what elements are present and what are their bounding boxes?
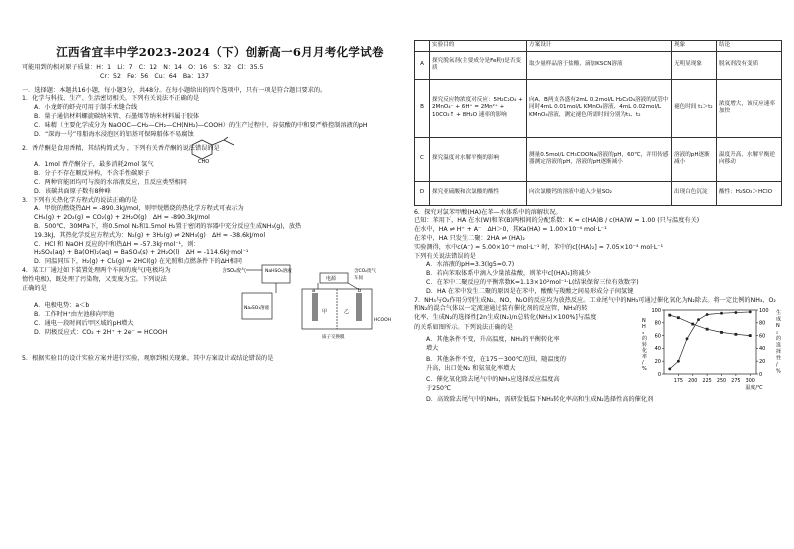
series-point	[749, 311, 752, 314]
row-plan: 测量0.5mol/L CH₃COONa溶液的pH，60℃，并用传感器测定溶液的pH，溶液的pH逐渐减小	[527, 137, 672, 181]
table-header-row	[415, 41, 782, 52]
q3-option-b-eq: 19.3kJ，其热化学反应方程式为：N₂(g) + 3H₂(g) ⇌ 2NH₃(g) ΔH = -38.6kJ/mol	[34, 231, 266, 239]
y-left-tick-label: 20	[654, 359, 661, 366]
series-point	[668, 368, 671, 371]
q6-stem: 6．探究对氯苯甲酸(HA)在苯—水体系中的溶解状况。	[414, 208, 562, 216]
row-plan: 向次氯酸钙的溶液中通入少量SO₂	[527, 181, 672, 205]
series-point	[686, 338, 689, 341]
q3-option-a: A．甲烷的燃烧热ΔH = -890.3kJ/mol，则甲烷燃烧的热化学方程式可表示为	[34, 205, 244, 213]
q1-option-b: B．量子通信材料螺旋碳纳米管、石墨烯等纳米材料属于胶体	[34, 112, 200, 120]
experiment-table	[414, 40, 782, 206]
x-tick-label: 200	[688, 379, 698, 385]
left-column	[22, 40, 402, 364]
q4-option-c: C．通电一段时间后甲区域的pH增大	[34, 319, 134, 327]
series-line	[670, 312, 751, 369]
q7-stem: 7．NH₃与O₂作用分别生成N₂、NO、N₂O的反应均为放热反应。工业尾气中的NH₃可通过催化氧化为N₂除去。将一定比例的NH₃、O₂和N₂的混合气体以一定流速通过装有催化剂的反应管，NH₃的转	[414, 296, 776, 313]
workshop-label: 车间	[354, 275, 363, 281]
atomic-masses-line2: Cr：52 Fe：56 Cu：64 Ba：137	[100, 72, 209, 80]
q1-option-a: A．小龙虾的虾壳可用于制手术缝合线	[34, 104, 138, 112]
row-phenomenon: 溶液的pH逐渐减小	[672, 137, 717, 181]
series-point	[734, 333, 737, 336]
y-left-tick-label: 0	[657, 371, 661, 378]
q3-option-c-eq: H₂SO₄(aq) + Ba(OH)₂(aq) = BaSO₄(s) + 2H₂O(l) ΔH = -114.6kJ·mol⁻¹	[34, 249, 249, 257]
q7-option-c-cont: 于250℃	[426, 385, 451, 393]
y-right-tick-label: 0	[759, 371, 763, 378]
table-header-conclusion: 结论	[717, 41, 782, 52]
row-conclusion: 温度升高，水解平衡逆向移动	[717, 137, 782, 181]
q7-line-1: 化率、生成N₂的选择性[2n生成(N₂)/n总转化(NH₃)×100%]与温度	[414, 314, 597, 322]
row-phenomenon: 出现白色沉淀	[672, 181, 717, 205]
y-right-tick-label: 100	[759, 307, 769, 314]
series-point	[677, 360, 680, 363]
q4-block	[22, 267, 402, 355]
q6-line-3: 在苯中，HA 只发生二聚：2HA ⇌ (HA)₂	[414, 234, 525, 242]
exam-title: 江西省宜丰中学2023-2024（下）创新高一6月月考化学试卷	[56, 45, 384, 59]
electrode-a-label: a	[312, 287, 316, 294]
q2-option-d: D．该碳共面原子数有8种峰	[34, 187, 111, 195]
atomic-masses-line1: 可能用到的相对原子质量：H：1 Li：7 C：12 N：14 O：16 S：32 Cl：35.5	[22, 64, 264, 71]
q6-option-a: A．水溶液的pH=3.3(lg5=0.7)	[426, 261, 515, 269]
y-right-tick-label: 60	[759, 333, 766, 340]
series-point	[720, 312, 723, 315]
na2so3-label: Na₂SO₃溶液	[244, 305, 270, 311]
x-tick-label: 250	[716, 379, 727, 385]
q6-line-5: 下列有关说法错误的是	[414, 252, 476, 260]
y-left-axis-label: N H ₃ 的转化率/ %	[642, 318, 648, 373]
q7-option-a-cont: 增大	[426, 345, 439, 353]
electrode-b-label: b	[358, 287, 362, 294]
series-point	[749, 334, 752, 337]
q2-stem-row	[22, 139, 402, 164]
series-point	[706, 313, 709, 316]
series-point	[734, 311, 737, 314]
row-goal: 探究反应物浓度对反应：5H₂C₂O₄ + 2MnO₄⁻ + 6H⁺ = 2Mn²⁺ + 10CO₂↑ + 8H₂O 速率的影响	[430, 79, 527, 137]
row-label: C	[415, 137, 430, 181]
x-axis-label: 温度/℃	[745, 385, 763, 392]
row-plan: 向A、B两支各盛有2mL 0.2mol/L H₂C₂O₄溶液的试管中同时4mL 0.01mol/L KMnO₄溶液、4mL 0.02mol/L KMnO₄溶液，测定褪色所需时间分别为t₁、t₂	[527, 79, 672, 137]
row-conclusion: 浓度增大，该反应速率加快	[717, 79, 782, 137]
q5-stem: 5．根据实验目的设计实验方案并进行实验，观察到相关现象。其中方案设计或结论错误的是	[22, 354, 274, 362]
co2-gas-label: 含CO₂废气	[354, 268, 376, 274]
q7-option-c: C．催化氧化除去尾气中的NH₃应选择反应温度高	[426, 376, 560, 384]
table-row	[415, 79, 782, 137]
q4-stem: 4．某工厂通过如下装置处理两个车间的废气(电极均为惰性电极)，既处理了污染物，又变废为宝。下列说法正确的是	[22, 266, 171, 292]
chart-frame	[664, 310, 756, 374]
electrode-b	[356, 293, 362, 321]
q4-option-a: A．电极电势：a＜b	[34, 301, 90, 309]
y-left-tick-label: 60	[654, 333, 661, 340]
series-point	[697, 318, 700, 321]
q2-option-a: A．1mol 香芹酮分子，最多消耗2mol 氢气	[34, 161, 154, 169]
x-tick-label: 300	[745, 379, 755, 385]
q3-option-d: D．同温同压下，H₂(g) + Cl₂(g) = 2HCl(g) 在光照和点燃条件下的ΔH相同	[34, 258, 242, 266]
proton-membrane-label: 质子交换膜	[322, 334, 345, 340]
hcooh-label: HCOOH	[374, 317, 391, 323]
q1-option-c: C．味精（主要化学成分为 NaOOC—CH₂—CH₂—CH(NH₂)—COOH）的生产过程中，谷氨酸的中和要严格控制溶液的pH	[34, 121, 368, 129]
q7-option-d: D．高效除去尾气中的NH₃，需研发低温下NH₃转化率高和生成N₂选择性高的催化剂	[426, 396, 654, 404]
power-source-label: 电源	[326, 275, 337, 282]
row-goal: 探究亚硫酸和次氯酸的酸性	[430, 181, 527, 205]
row-conclusion: 酸性：H₂SO₃＞HClO	[717, 181, 782, 205]
row-goal: 探究温度对水解平衡的影响	[430, 137, 527, 181]
nahso3-label: NaHSO₃溶液	[265, 268, 292, 274]
x-tick-label: 275	[731, 379, 741, 385]
table-header-label	[415, 41, 430, 52]
table-header-goal: 实验目的	[430, 41, 527, 52]
q7-line-2: 的关系如图所示。下列说法正确的是	[414, 324, 513, 332]
table-header-plan: 方案设计	[527, 41, 672, 52]
y-right-tick-label: 40	[759, 346, 766, 353]
so2-gas-label: 含SO₂废气	[222, 267, 247, 274]
series-point	[720, 331, 723, 334]
row-goal: 探究脱氧剂(主要成分是Fe粉)是否变质	[430, 51, 527, 79]
zone-yi-label: 乙	[344, 308, 350, 315]
row-label: B	[415, 79, 430, 137]
electrolysis-apparatus-diagram	[222, 263, 402, 343]
row-phenomenon: 无明显现象	[672, 51, 717, 79]
q7-option-a: A．其他条件不变，升高温度，NH₃的平衡转化率	[426, 336, 560, 344]
q3-stem: 3．下列有关热化学方程式的说法正确的是	[22, 196, 138, 204]
section1-header: 一．选择题：本题共16小题，每小题3分，共48分。在每小题给出的四个选项中，只有一项是符合题目要求的。	[22, 86, 327, 94]
carvone-cho-label: CHO	[198, 159, 210, 164]
table-row	[415, 51, 782, 79]
q6-option-c: C．在苯中二聚反应的平衡常数K=1.13×10²mol⁻¹·L(结果保留三位有效数字)	[426, 278, 639, 286]
q7-block	[414, 307, 782, 432]
series-point	[668, 314, 671, 317]
q6-line-2: 在水中，HA ⇌ H⁺ + A⁻ ΔH＞0，其Ka(HA) = 1.00×10⁻⁴ mol·L⁻¹	[414, 226, 607, 234]
table-header-phenomenon: 现象	[672, 41, 717, 52]
q3-option-a-eq: CH₄(g) + 2O₂(g) = CO₂(g) + 2H₂O(g) ΔH = -890.3kJ/mol	[34, 214, 210, 222]
table-row	[415, 181, 782, 205]
electrode-a	[312, 293, 318, 321]
q6-option-d: D．HA 在苯中发生二聚的原因是在苯中，酸酸与羧酸之间易形成分子间氢键	[426, 287, 634, 295]
series-point	[677, 316, 680, 319]
row-conclusion: 脱氧剂没有变质	[717, 51, 782, 79]
row-label: D	[415, 181, 430, 205]
x-tick-label: 225	[702, 379, 712, 385]
table-row	[415, 137, 782, 181]
series-point	[691, 323, 694, 326]
zone-jia-label: 甲	[322, 308, 328, 315]
q3-option-b: B．500℃、30MPa下，将0.5mol N₂和1.5mol H₂置于密闭的容器中充分反应生成NH₃(g)，放热	[34, 222, 302, 230]
y-left-tick-label: 80	[654, 320, 661, 327]
q2-option-b: B．分子不存在顺反异构，不含手性碳原子	[34, 170, 150, 178]
q3-option-c: C．HCl 和 NaOH 反应的中和热ΔH = -57.3kJ·mol⁻¹，则：	[34, 240, 200, 248]
nh3-conversion-chart	[634, 302, 784, 394]
right-column	[414, 40, 782, 432]
q1-option-d: D．“深海一号”母船海水浸泡区的铝基可保障船体不易腐蚀	[34, 130, 194, 138]
y-right-tick-label: 80	[759, 320, 766, 327]
q7-option-b: B．其他条件不变，在175～300℃范围，随温度的	[426, 356, 567, 364]
y-left-tick-label: 100	[651, 307, 661, 314]
series-line	[670, 315, 751, 335]
q6-line-4: 实验测得，水中c(A⁻) = 5.00×10⁻⁴ mol·L⁻¹ 时，苯中的c[(HA)₂] = 7.05×10⁻⁴ mol·L⁻¹	[414, 243, 664, 251]
y-left-tick-label: 40	[654, 346, 661, 353]
q4-option-d: D．阴极反应式：CO₂ + 2H⁺ + 2e⁻ = HCOOH	[34, 328, 168, 336]
q6-line-1: 已知：苯用下，HA 在水(W)和苯(B)两相间的分配系数：K = c(HA)B / c(HA)W = 1.00 (只与温度有关)	[414, 217, 700, 225]
row-plan: 取少量样品溶于盐酸，滴加KSCN溶液	[527, 51, 672, 79]
q2-option-c: C．两种官能团均可与溴的水溶液反应，且反应类型相同	[34, 178, 187, 186]
series-point	[706, 328, 709, 331]
row-label: A	[415, 51, 430, 79]
q7-option-b-cont: 升高，出口处N₂ 和氨氧化率增大	[426, 365, 516, 373]
y-right-axis-label: 生成 N ₂ 的选择性/ %	[776, 310, 782, 375]
y-right-tick-label: 20	[759, 359, 766, 366]
q2-stem: 2．香芹酮是食用香精，其结构简式为 ，下列有关香芹酮的说法错误的是	[22, 145, 220, 153]
row-phenomenon: 褪色时间 t₁＞t₂	[672, 79, 717, 137]
q1-stem: 1．化学与科技、生产、生活密切相关。下列有关说法不正确的是	[22, 95, 200, 103]
carvone-structure-image	[184, 137, 244, 163]
x-tick-label: 175	[673, 379, 683, 385]
q6-option-b: B．若向苯取体系中滴入少量浓盐酸，则苯中c[(HA)₂]将减少	[426, 270, 591, 278]
q4-option-b: B．工作时H⁺由左池移向甲池	[34, 310, 115, 318]
